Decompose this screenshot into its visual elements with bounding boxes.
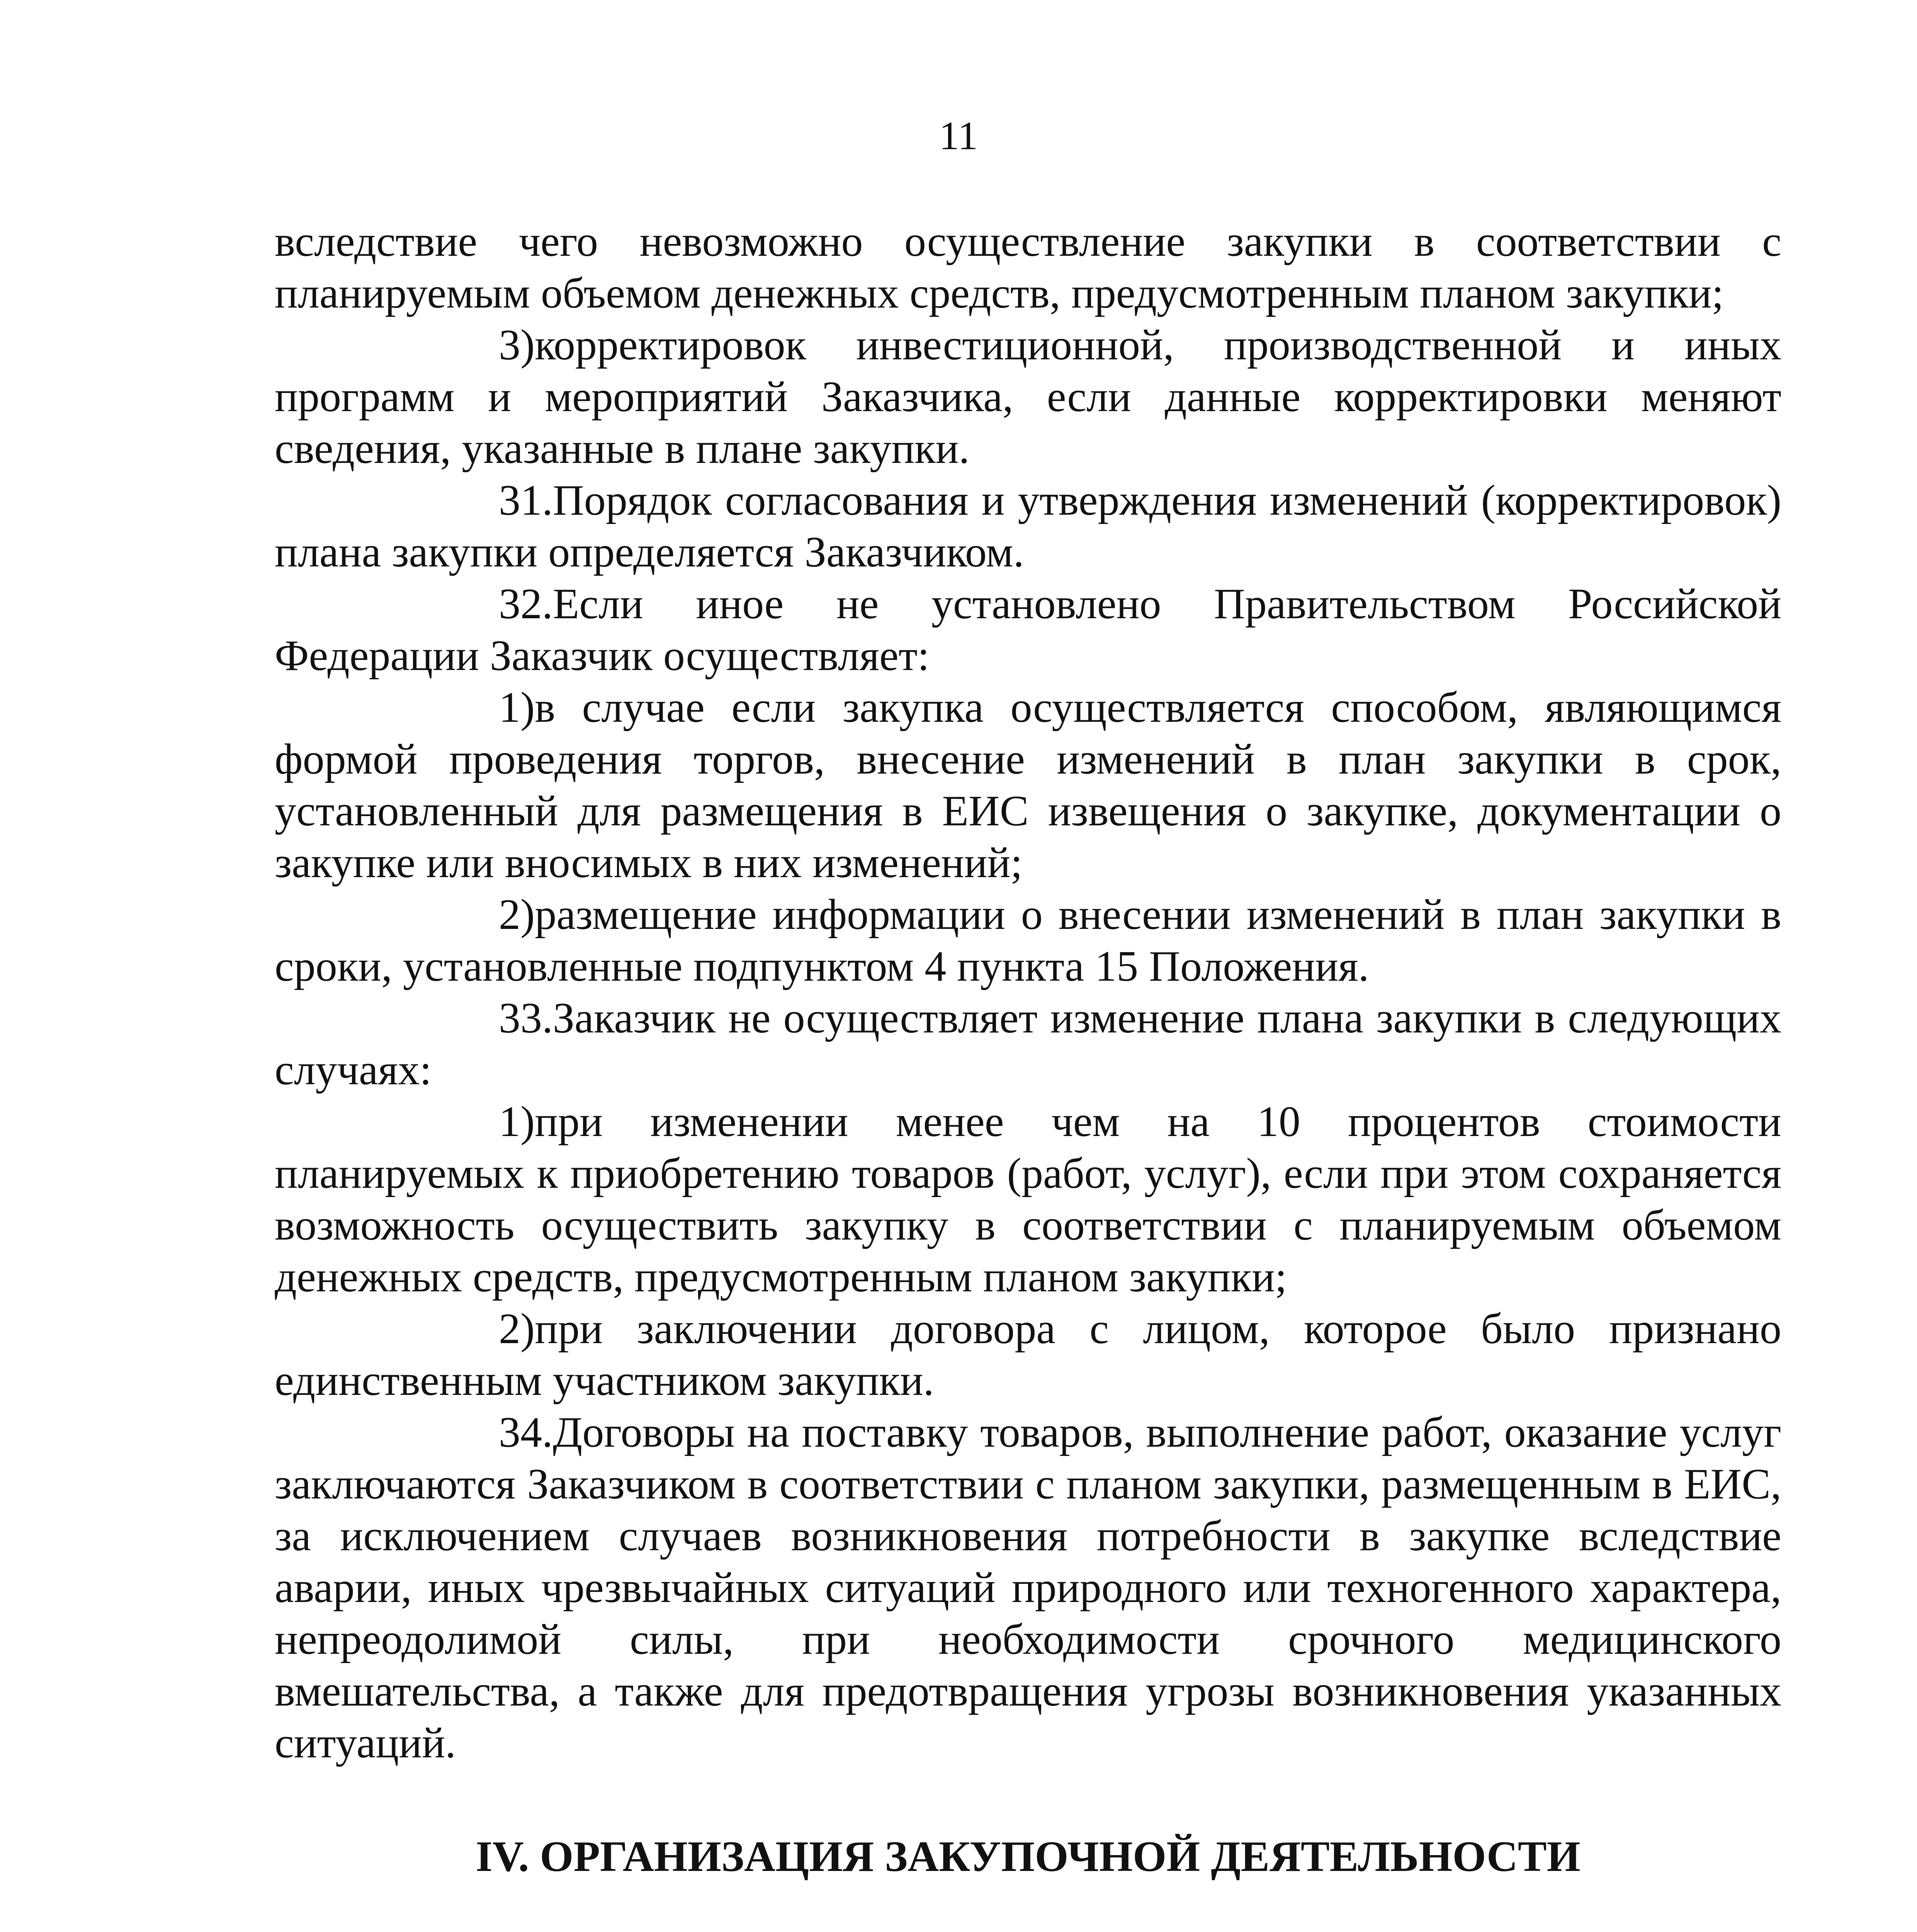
clause-32-item-2: 2)размещение информации о внесении изменений в план закупки в сроки, установленные подпунктом 4 пункта 15 Положения. <box>275 889 1781 992</box>
section-title: IV. ОРГАНИЗАЦИЯ ЗАКУПОЧНОЙ ДЕЯТЕЛЬНОСТИ <box>476 1833 1581 1881</box>
item-number: 2) <box>499 1305 535 1353</box>
item-number: 1) <box>499 684 535 731</box>
list-item-3: 3)корректировок инвестиционной, производственной и иных программ и мероприятий Заказчика, если данные корректировки меняют сведения, указанные в плане закупки. <box>275 319 1781 474</box>
clause-number: 34. <box>499 1408 553 1456</box>
document-body <box>275 216 1781 1932</box>
item-number: 1) <box>499 1098 535 1146</box>
clause-number: 33. <box>499 994 553 1042</box>
item-number: 2) <box>499 891 535 939</box>
clause-33-item-1: 1)при изменении менее чем на 10 процентов стоимости планируемых к приобретению товаров (работ, услуг), если при этом сохраняется возможность осуществить закупку в соответствии с планируемым объемом денежных средств, предусмотренным планом закупки; <box>275 1096 1781 1303</box>
paragraph-continuation: вследствие чего невозможно осуществление закупки в соответствии с планируемым объемом денежных средств, предусмотренным планом закупки; <box>275 218 1781 317</box>
clause-32: 32.Если иное не установлено Правительством Российской Федерации Заказчик осуществляет: <box>275 578 1781 682</box>
clause-34: 34.Договоры на поставку товаров, выполнение работ, оказание услуг заключаются Заказчиком в соответствии с планом закупки, размещенным в ЕИС, за исключением случаев возникновения потребности в закупке вследствие аварии, иных чрезвычайных ситуаций природного или техногенного характера, непреодолимой силы, при необходимости срочного медицинского вмешательства, а также для предотвращения угрозы возникновения указанных ситуаций. <box>275 1406 1781 1769</box>
clause-32-item-1: 1)в случае если закупка осуществляется способом, являющимся формой проведения торгов, внесение изменений в план закупки в срок, установленный для размещения в ЕИС извещения о закупке, документации о закупке или вносимых в них изменений; <box>275 682 1781 889</box>
clause-31: 31.Порядок согласования и утверждения изменений (корректировок) плана закупки определяется Заказчиком. <box>275 474 1781 578</box>
clause-number: 31. <box>499 476 553 524</box>
clause-33: 33.Заказчик не осуществляет изменение плана закупки в следующих случаях: <box>275 992 1781 1096</box>
clause-number: 32. <box>499 580 553 628</box>
clause-33-item-2: 2)при заключении договора с лицом, которое было признано единственным участником закупки. <box>275 1303 1781 1406</box>
item-number: 3) <box>499 321 535 369</box>
page-number: 11 <box>939 114 978 158</box>
